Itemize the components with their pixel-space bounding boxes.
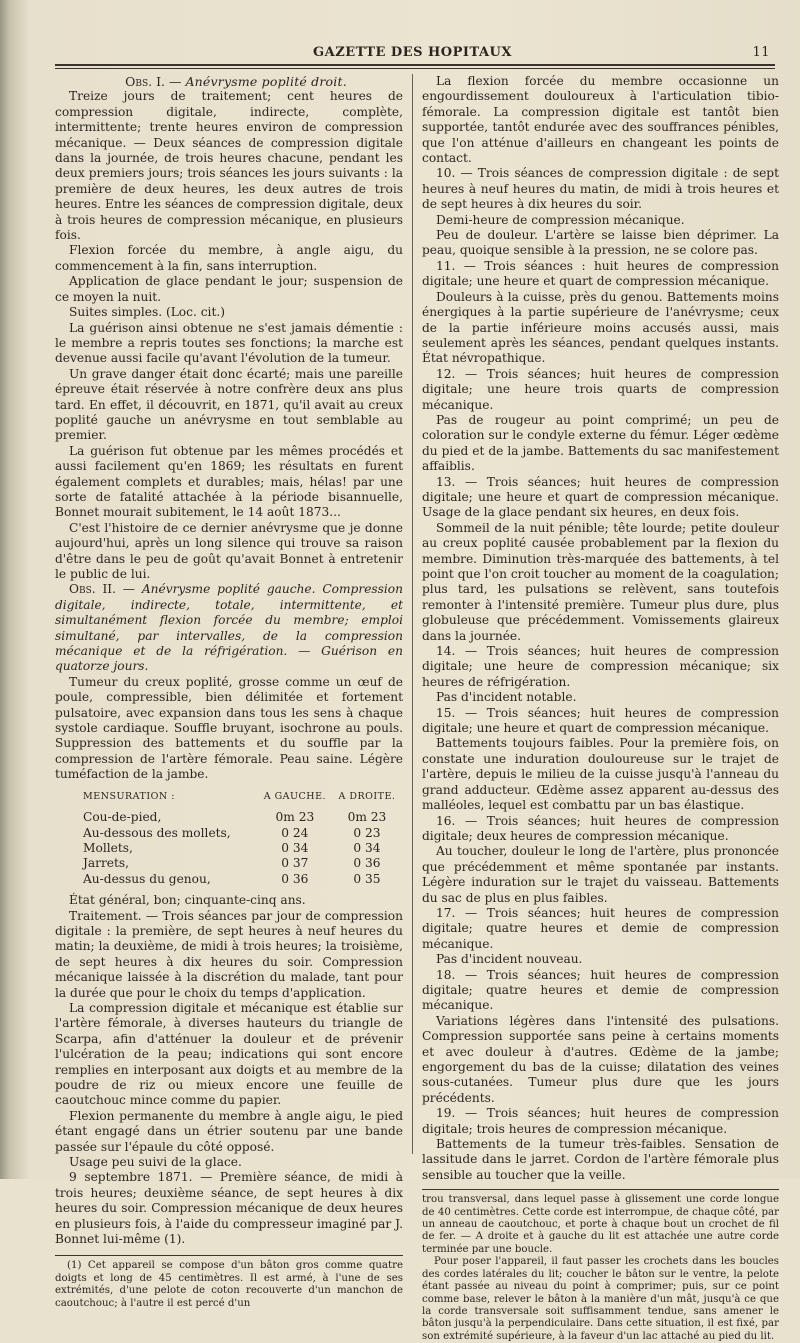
footnote-paragraph: trou transversal, dans lequel passe à glissement une corde longue de 40 centimètres. Cette corde est interrompue, de chaque côté, par un anneau de caoutchouc, et porte à chaque bout un crochet de fil de fer. — A droite et à gauche du lit est attachée une autre corde terminée par une boucle. [422,1194,779,1255]
table-cell-value: 0 24 [281,825,309,840]
paragraph: La guérison ainsi obtenue ne s'est jamais démentie : le membre a repris toutes ses fonctions; la marche est devenue aussi facile qu'avant l'évolution de la tumeur. [55,320,403,366]
table-cell-value: 0m 23 [275,810,315,825]
paragraph: Flexion forcée du membre, à angle aigu, du commencement à la fin, sans interruption. [55,243,403,273]
paragraph: Treize jours de traitement; cent heures de compression digitale, indirecte, complète, intermittente; trente heures environ de compression mécanique. — Deux séances de compression digitale dans la journée, de trois heures chacune, pendant les deux premiers jours; trois séances les jours suivants : la première de deux heures, les deux autres de trois heures. Entre les séances de compression digitale, deux à trois heures de compression mécanique, en plusieurs fois. [55,89,403,243]
paragraph: La flexion forcée du membre occasionne un engourdissement douloureux à l'articulation tibio-fémorale. La compression digitale est tantôt bien supportée, tantôt endurée avec des souffrances pénibles, que l'on atténue d'ailleurs en changeant les points de contact. [422,74,779,166]
obs2-prefix: Obs. II. — [69,582,135,597]
footnote [55,1260,403,1310]
paragraph: 11. — Trois séances : huit heures de compression digitale; une heure et quart de compression mécanique. [422,258,779,289]
table-row [55,841,403,856]
paragraph: Tumeur du creux poplité, grosse comme un œuf de poule, compressible, bien délimitée et fortement pulsatoire, avec expansion dans tous les sens à chaque systole cardiaque. Souffle bruyant, isochrone au pouls. Suppression des battements et du souffle par la compression de l'artère fémorale. Peau saine. Légère tuméfaction de la jambe. [55,674,403,782]
table-row [55,872,403,887]
right-column [422,74,779,1343]
table-body [55,810,403,887]
table-cell-value: 0 36 [353,856,381,871]
table-cell-value: 0 34 [281,840,309,855]
table-row [55,810,403,825]
paragraph: 15. — Trois séances; huit heures de compression digitale; une heure et quart de compression mécanique. [422,705,779,736]
footnote-text: (1) Cet appareil se compose d'un bâton gros comme quatre doigts et long de 45 centimètres. Il est armé, à l'une de ses extrémités, d'une pelote de coton recouverte d'un manchon de caoutchouc; à l'autre il est percé d'un [55,1260,403,1309]
paragraph: 16. — Trois séances; huit heures de compression digitale; deux heures de compression mécanique. [422,813,779,843]
table-header-right: A DROITE. [338,790,396,802]
paragraph: Peu de douleur. L'artère se laisse bien déprimer. La peau, quoique sensible à la pression, ne se colore pas. [422,228,779,258]
paragraph: 19. — Trois séances; huit heures de compression digitale; trois heures de compression mécanique. [422,1106,779,1136]
paragraph: Traitement. — Trois séances par jour de compression digitale : la première, de sept heures à neuf heures du matin; la deuxième, de midi à trois heures; la troisième, de sept heures à dix heures du soir. Compression mécanique laissée à la discrétion du malade, tant pour la durée que pour le choix du temps d'application. [55,908,403,1000]
paragraph: Un grave danger était donc écarté; mais une pareille épreuve était réservée à notre confrère deux ans plus tard. En effet, il découvrit, en 1871, qu'il avait au creux poplité gauche un anévrysme en tout semblable au premier. [55,366,403,443]
paragraph: 9 septembre 1871. — Première séance, de midi à trois heures; deuxième séance, de sept heures à dix heures du soir. Compression mécanique de deux heures en plusieurs fois, à l'aide du compresseur imaginé par J. Bonnet lui-même (1). [55,1170,403,1247]
header-rule-thin [55,68,775,69]
obs1-prefix: Obs. I. — [125,74,182,89]
table-cell-value: 0 35 [353,871,381,886]
table-row [55,826,403,841]
table-cell-value: 0 37 [281,856,309,871]
page-number: 11 [752,45,770,60]
table-cell-label: Jarrets, [83,856,130,871]
left-column [55,74,403,1310]
paragraph: Flexion permanente du membre à angle aigu, le pied étant engagé dans un étrier soutenu par une bande passée sur l'épaule du côté opposé. [55,1108,403,1154]
paragraph: Battements toujours faibles. Pour la première fois, on constate une induration douloureuse sur le trajet de l'artère, depuis le milieu de la cuisse jusqu'à l'anneau du grand adducteur. Œdème assez apparent au-dessus des malléoles, lequel est combattu par un bas élastique. [422,736,779,813]
footnote-continuation [422,1194,779,1343]
obs1-body [55,89,403,582]
paragraph: C'est l'histoire de ce dernier anévrysme que je donne aujourd'hui, après un long silence qui trouve sa raison d'être dans le peu de goût qu'avait Bonnet à entretenir le public de lui. [55,520,403,581]
paragraph: Pas de rougeur au point comprimé; un peu de coloration sur le condyle externe du fémur. Léger œdème du pied et de la jambe. Battements du sac manifestement affaiblis. [422,412,779,474]
obs2-description [55,675,403,783]
table-row [55,856,403,871]
paragraph: Douleurs à la cuisse, près du genou. Battements moins énergiques à la partie supérieure de l'anévrysme; ceux de la partie inférieure moins accusés aussi, mais seulement après les séances, pendant quelques instants. État névropathique. [422,289,779,366]
table-cell-label: Au-dessus du genou, [83,871,211,886]
paragraph: Suites simples. (Loc. cit.) [69,305,225,320]
paragraph: 17. — Trois séances; huit heures de compression digitale; quatre heures et demie de compression mécanique. [422,905,779,951]
paragraph: Variations légères dans l'intensité des pulsations. Compression supportée sans peine à certains moments et avec douleur à d'autres. Œdème de la jambe; engorgement du bas de la cuisse; dilatation des veines sous-cutanées. Tumeur plus dure que les jours précédents. [422,1013,779,1105]
table-cell-value: 0 36 [281,871,309,886]
paragraph: 18. — Trois séances; huit heures de compression digitale; quatre heures et demie de compression mécanique. [422,967,779,1013]
paragraph: 13. — Trois séances; huit heures de compression digitale; une heure et quart de compression mécanique. Usage de la glace pendant six heures, en deux fois. [422,474,779,520]
paragraph: Pas d'incident notable. [436,690,577,705]
obs1-title-italic: Anévrysme poplité droit. [185,74,347,89]
paragraph: Demi-heure de compression mécanique. [436,212,685,227]
table-cell-value: 0 34 [353,840,381,855]
header-rule [55,64,775,66]
table-cell-label: Au-dessous des mollets, [83,825,231,840]
paragraph: 10. — Trois séances de compression digitale : de sept heures à neuf heures du matin, de midi à trois heures et de sept heures à dix heures du soir. [422,166,779,212]
paragraph: Application de glace pendant le jour; suspension de ce moyen la nuit. [55,274,403,304]
table-cell-value: 0 23 [353,825,381,840]
mensuration-table [55,789,403,887]
table-header-row [55,789,403,810]
paragraph: Pas d'incident nouveau. [436,952,583,967]
footnote-rule-right [422,1189,779,1190]
table-cell-label: Cou-de-pied, [83,810,162,825]
table-cell-label: Mollets, [83,840,133,855]
paragraph: 12. — Trois séances; huit heures de compression digitale; une heure trois quarts de compression mécanique. [422,366,779,412]
journal-title: GAZETTE DES HOPITAUX [313,45,512,60]
paragraph: La guérison fut obtenue par les mêmes procédés et aussi facilement qu'en 1869; les résultats en furent également complets et durables; mais, hélas! par une sorte de fatalité attachée à la période bisannuelle, Bonnet mourait subitement, le 14 août 1873... [55,443,403,520]
column-divider [412,74,413,1154]
obs2-treatment [55,893,403,1247]
paragraph: Battements de la tumeur très-faibles. Sensation de lassitude dans le jarret. Cordon de l'artère fémorale plus sensible au toucher que la veille. [422,1137,779,1182]
page-header [55,45,770,63]
obs2-title [55,582,403,674]
daily-log [422,74,779,1183]
paragraph: État général, bon; cinquante-cinq ans. [69,893,306,908]
table-cell-value: 0m 23 [347,810,387,825]
paragraph: La compression digitale et mécanique est établie sur l'artère fémorale, à diverses hauteurs du triangle de Scarpa, afin d'atténuer la douleur et de prévenir l'ulcération de la peau; indications qui sont encore remplies en interposant aux doigts et au membre de la poudre de riz ou mieux encore une feuille de caoutchouc mince comme du papier. [55,1000,403,1108]
table-header-label: MENSURATION : [83,790,175,802]
paragraph: Usage peu suivi de la glace. [69,1155,242,1170]
paragraph: Sommeil de la nuit pénible; tête lourde; petite douleur au creux poplité causée probablement par la flexion du membre. Diminution très-marquée des battements, à tel point que l'on croit toucher au moment de la coagulation; plus tard, les pulsations se relèvent, sans toutefois remonter à l'intensité première. Tumeur plus dure, plus globuleuse que précédemment. Vomissements glaireux dans la journée. [422,520,779,643]
obs2-title-italic: Anévrysme poplité gauche. Compression digitale, indirecte, totale, intermittente, et simultanément flexion forcée du membre; emploi simultané, par intervalles, de la compression mécanique et de la réfrigération. — Guérison en quatorze jours. [55,582,403,674]
footnote-paragraph: Pour poser l'appareil, il faut passer les crochets dans les boucles des cordes latérales du lit; coucher le bâton sur le ventre, la pelote étant passée au niveau du point à comprimer; puis, sur ce point comme base, relever le bâton à la manière d'un mât, jusqu'à ce que la corde transversale soit suffisamment tendue, sans amener le bâton jusqu'à la perpendiculaire. Dans cette situation, il est fixé, par son extrémité supérieure, à la faveur d'un lac attaché au pied du lit. [422,1256,779,1342]
obs1-title [55,74,403,89]
paragraph: 14. — Trois séances; huit heures de compression digitale; une heure de compression mécanique; six heures de réfrigération. [422,644,779,689]
paragraph: Au toucher, douleur le long de l'artère, plus prononcée que précédemment et même spontanée par instants. Légère induration sur le trajet du vaisseau. Battements du sac de plus en plus faibles. [422,844,779,905]
table-header-left: A GAUCHE. [263,790,327,802]
footnote-rule [55,1255,403,1256]
